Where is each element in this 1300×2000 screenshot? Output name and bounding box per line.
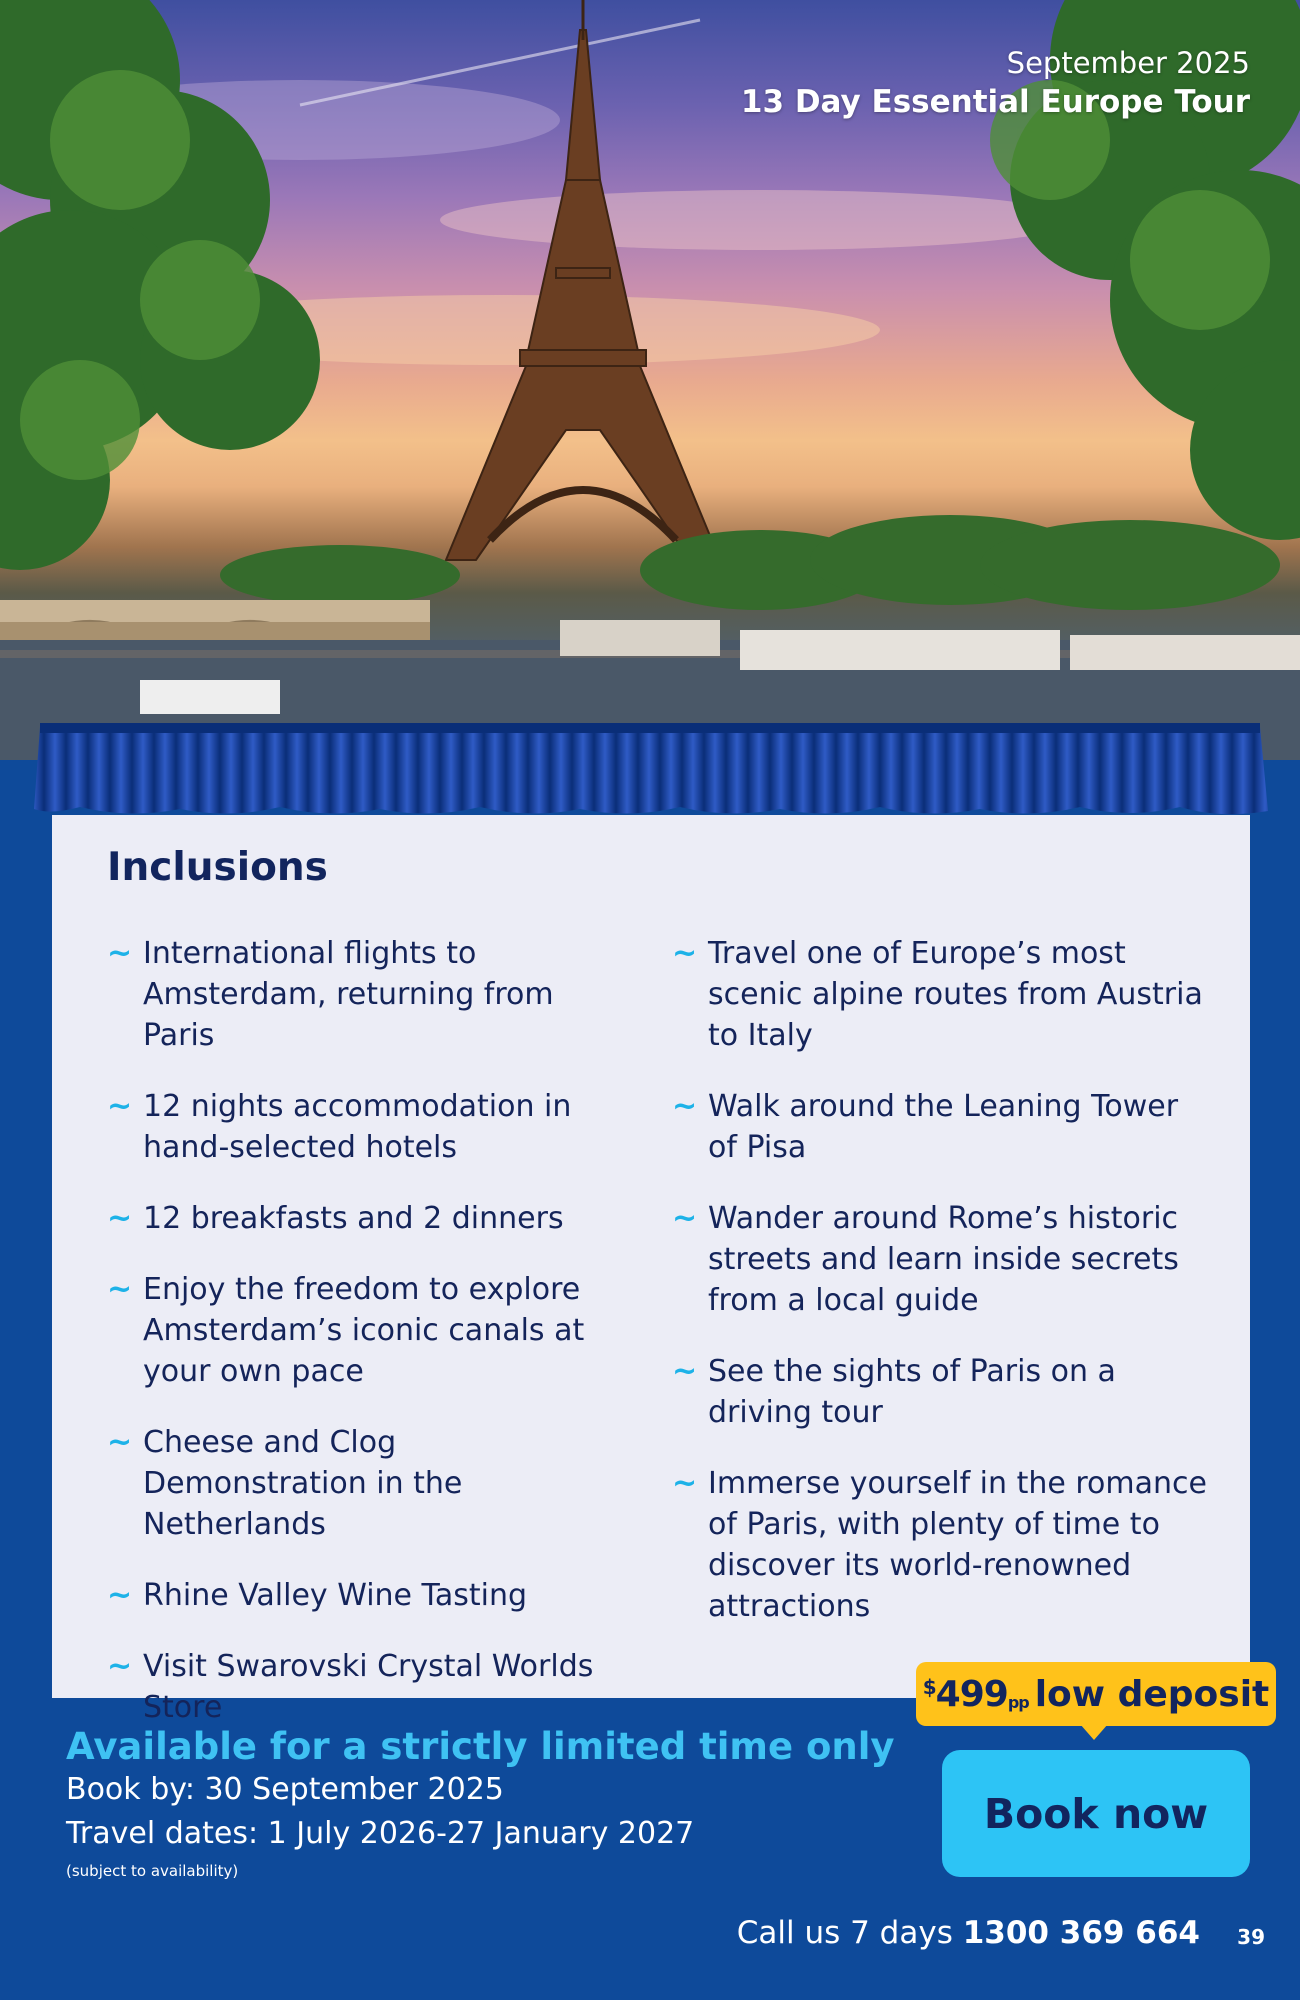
deposit-badge bbox=[916, 1662, 1276, 1726]
currency-symbol: $ bbox=[922, 1674, 936, 1699]
inclusion-text: Travel one of Europe’s most scenic alpine routes from Austria to Italy bbox=[708, 936, 1203, 1053]
list-item bbox=[107, 1269, 627, 1392]
tilde-bullet-icon: ~ bbox=[107, 1425, 133, 1460]
tilde-bullet-icon: ~ bbox=[107, 1649, 133, 1684]
issue-date: September 2025 bbox=[1006, 46, 1250, 80]
tour-title: 13 Day Essential Europe Tour bbox=[740, 84, 1250, 120]
inclusions-list-left bbox=[107, 933, 627, 1758]
tilde-bullet-icon: ~ bbox=[107, 1578, 133, 1613]
list-item bbox=[107, 933, 627, 1056]
page-number: 39 bbox=[1237, 1925, 1265, 1949]
tilde-bullet-icon: ~ bbox=[107, 1201, 133, 1236]
list-item bbox=[107, 1198, 627, 1239]
deposit-price bbox=[923, 1674, 1029, 1715]
list-item bbox=[672, 1086, 1212, 1168]
tilde-bullet-icon: ~ bbox=[107, 936, 133, 971]
book-by-date: Book by: 30 September 2025 bbox=[66, 1772, 504, 1807]
inclusion-text: Rhine Valley Wine Tasting bbox=[143, 1578, 528, 1613]
tilde-bullet-icon: ~ bbox=[672, 1089, 698, 1124]
inclusion-text: Immerse yourself in the romance of Paris, with plenty of time to discover its world-renowned attractions bbox=[708, 1466, 1207, 1624]
travel-dates: Travel dates: 1 July 2026-27 January 2027 bbox=[66, 1816, 695, 1851]
list-item bbox=[672, 933, 1212, 1056]
curtain-decoration bbox=[0, 715, 1300, 825]
phone-number[interactable]: 1300 369 664 bbox=[962, 1915, 1200, 1951]
book-now-button[interactable]: Book now bbox=[942, 1750, 1250, 1877]
deposit-label: low deposit bbox=[1034, 1673, 1270, 1715]
inclusion-text: 12 breakfasts and 2 dinners bbox=[143, 1201, 564, 1236]
inclusion-text: Cheese and Clog Demonstration in the Netherlands bbox=[143, 1425, 463, 1542]
offer-headline: Available for a strictly limited time only bbox=[66, 1725, 895, 1768]
list-item bbox=[107, 1422, 627, 1545]
inclusions-list-right bbox=[672, 933, 1212, 1657]
tilde-bullet-icon: ~ bbox=[672, 936, 698, 971]
tilde-bullet-icon: ~ bbox=[107, 1272, 133, 1307]
deposit-amount: 499 bbox=[935, 1673, 1008, 1715]
call-us-line bbox=[737, 1915, 1200, 1951]
tilde-bullet-icon: ~ bbox=[672, 1466, 698, 1501]
inclusion-text: Enjoy the freedom to explore Amsterdam’s iconic canals at your own pace bbox=[143, 1272, 585, 1389]
list-item bbox=[107, 1086, 627, 1168]
tilde-bullet-icon: ~ bbox=[672, 1201, 698, 1236]
hero-image bbox=[0, 0, 1300, 760]
tilde-bullet-icon: ~ bbox=[107, 1089, 133, 1124]
list-item bbox=[672, 1351, 1212, 1433]
availability-note: (subject to availability) bbox=[66, 1862, 239, 1880]
list-item bbox=[107, 1646, 627, 1728]
list-item bbox=[672, 1463, 1212, 1627]
call-prefix: Call us 7 days bbox=[736, 1915, 953, 1951]
inclusion-text: Walk around the Leaning Tower of Pisa bbox=[708, 1089, 1179, 1165]
deposit-unit: pp bbox=[1007, 1692, 1029, 1712]
inclusions-heading: Inclusions bbox=[107, 845, 328, 890]
list-item bbox=[107, 1575, 627, 1616]
inclusion-text: Visit Swarovski Crystal Worlds Store bbox=[143, 1649, 594, 1725]
inclusion-text: Wander around Rome’s historic streets and learn inside secrets from a local guide bbox=[708, 1201, 1179, 1318]
list-item bbox=[672, 1198, 1212, 1321]
inclusion-text: International flights to Amsterdam, returning from Paris bbox=[143, 936, 554, 1053]
tilde-bullet-icon: ~ bbox=[672, 1354, 698, 1389]
inclusion-text: See the sights of Paris on a driving tour bbox=[708, 1354, 1116, 1430]
inclusion-text: 12 nights accommodation in hand-selected hotels bbox=[143, 1089, 572, 1165]
